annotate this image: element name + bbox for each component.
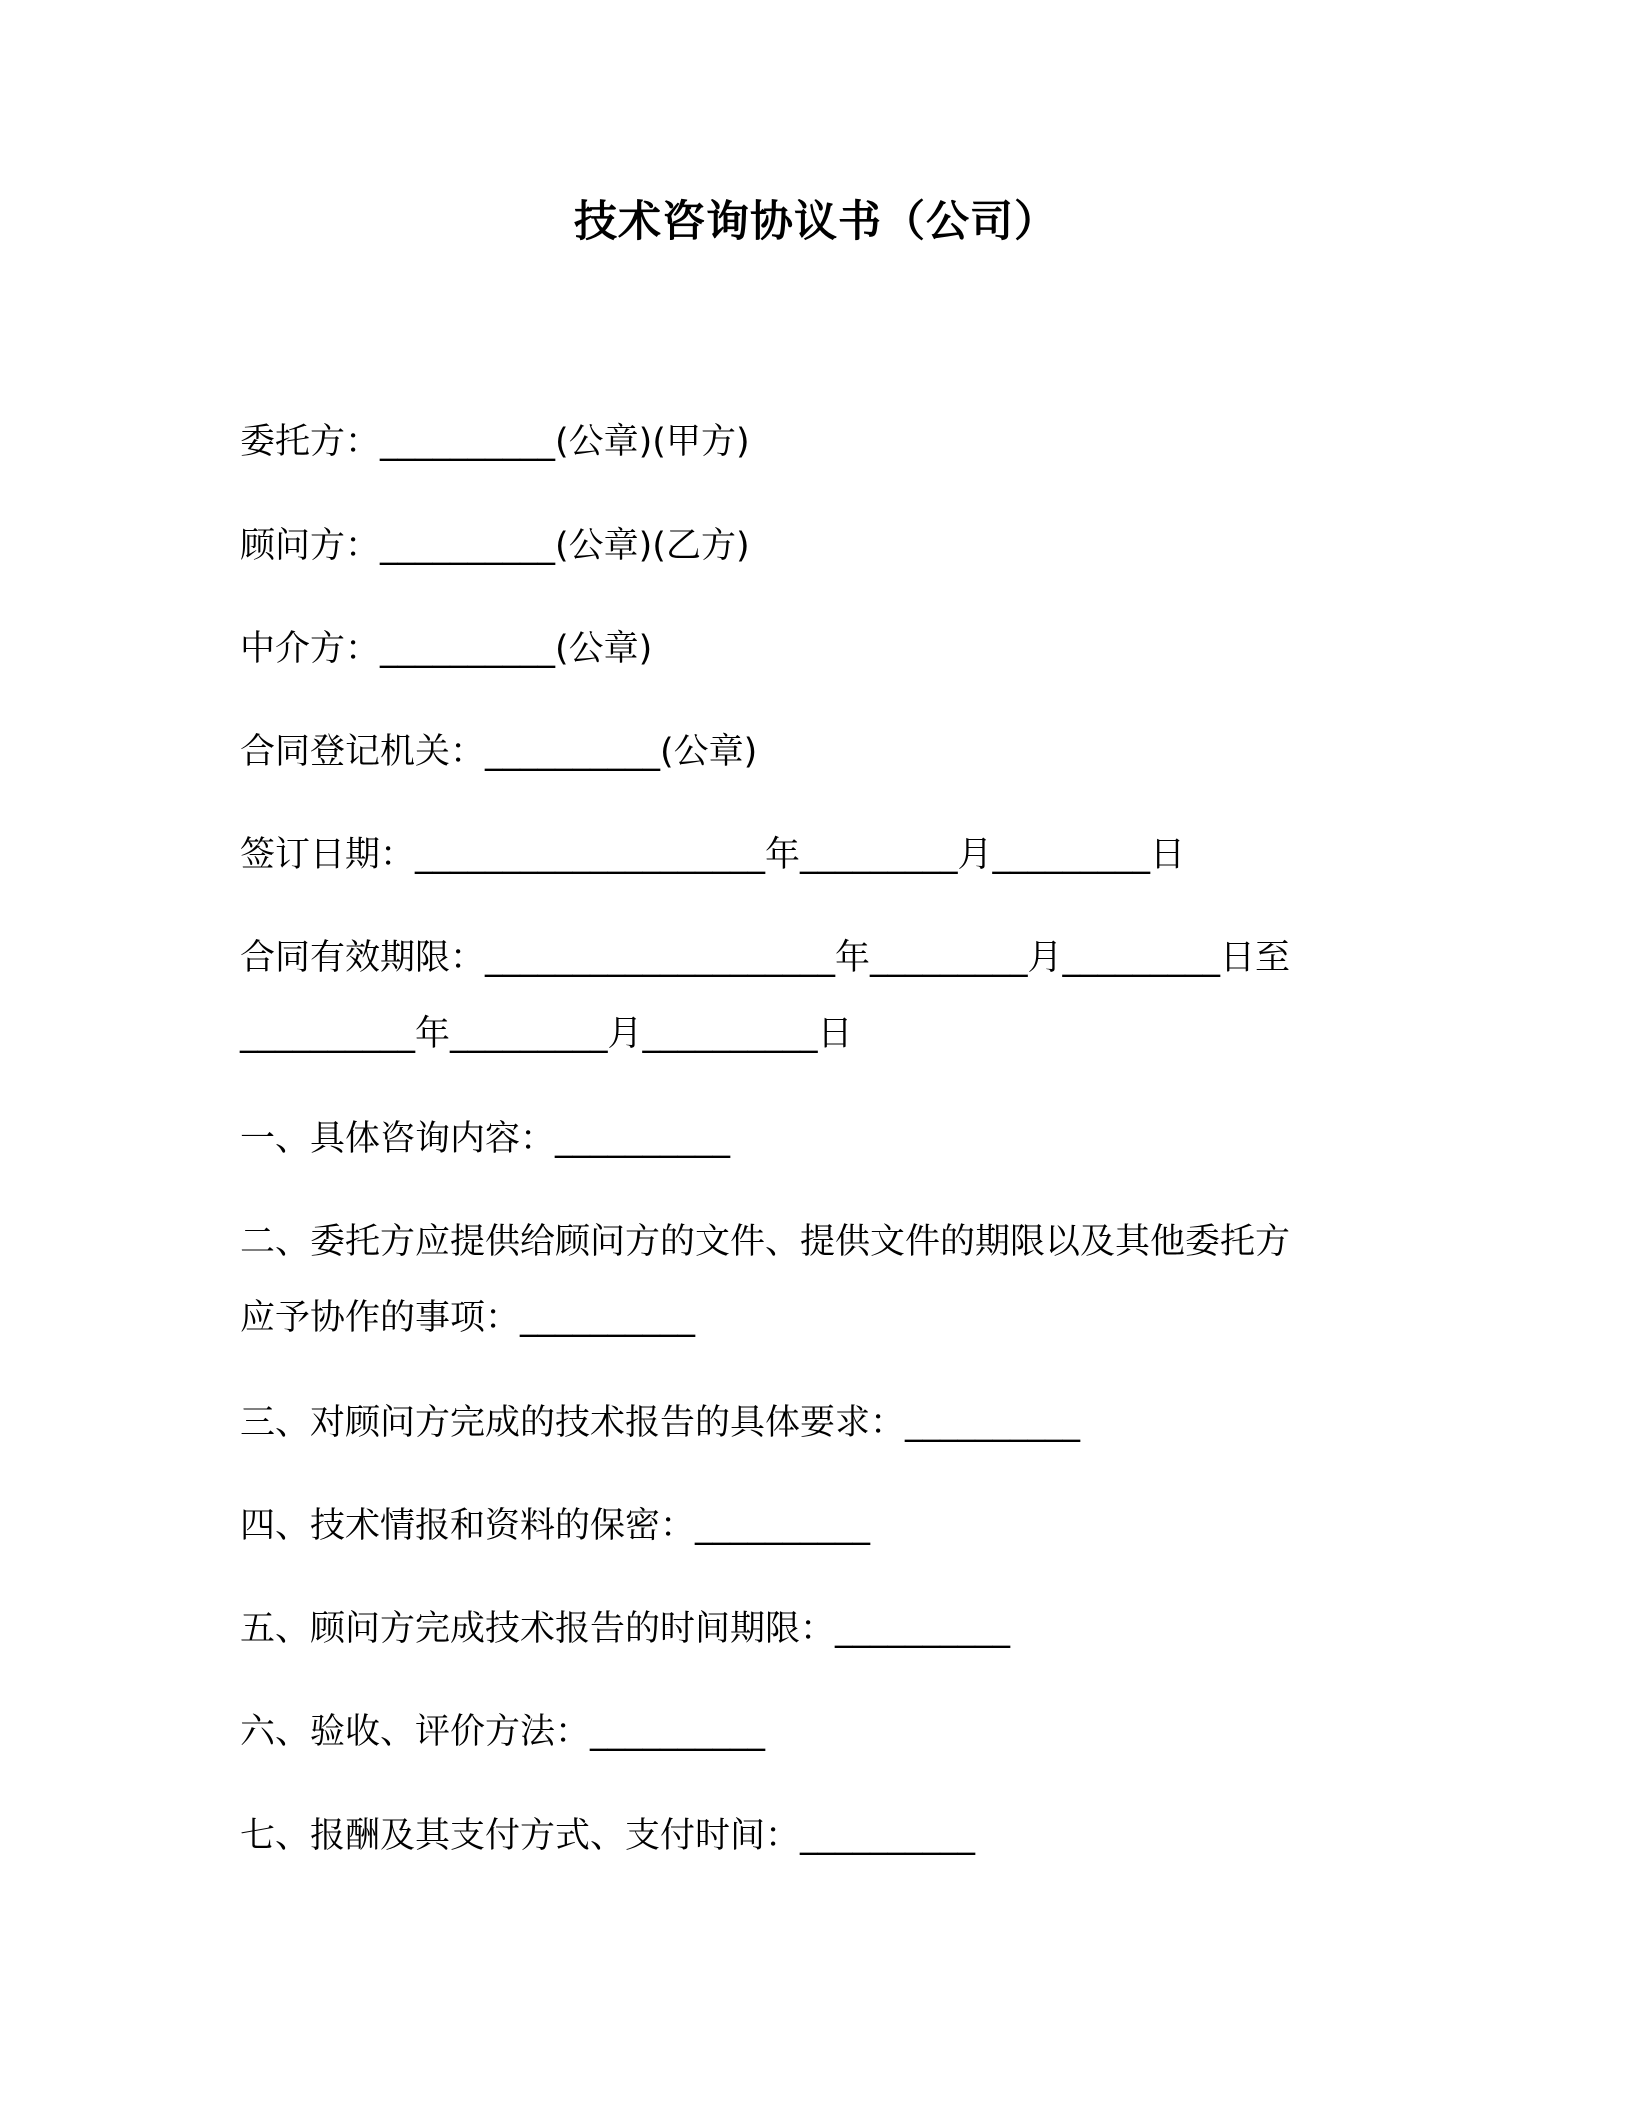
clause-1-line: 一、具体咨询内容：__________ [240,1119,731,1159]
document-title: 技术咨询协议书（公司） [574,197,1058,247]
registration-authority-line: 合同登记机关：__________(公章) [240,732,758,772]
party-client-line: 委托方：__________(公章)(甲方) [240,422,750,462]
party-consultant-line: 顾问方：__________(公章)(乙方) [240,526,750,566]
clause-6-line: 六、验收、评价方法：__________ [240,1712,766,1752]
signing-date-line: 签订日期：____________________年_________月_________日 [240,835,1186,875]
clause-4-line: 四、技术情报和资料的保密：__________ [240,1506,871,1546]
clause-2-continuation-line: 应予协作的事项：__________ [240,1298,696,1338]
validity-period-line: 合同有效期限：____________________年_________月_________日至 [240,938,1291,978]
clause-7-line: 七、报酬及其支付方式、支付时间：__________ [240,1816,976,1856]
validity-period-end-line: __________年_________月__________日 [240,1014,853,1054]
clause-3-line: 三、对顾问方完成的技术报告的具体要求：__________ [240,1403,1081,1443]
party-intermediary-line: 中介方：__________(公章) [240,629,653,669]
clause-2-line: 二、委托方应提供给顾问方的文件、提供文件的期限以及其他委托方 [240,1222,1291,1262]
clause-5-line: 五、顾问方完成技术报告的时间期限：__________ [240,1609,1011,1649]
